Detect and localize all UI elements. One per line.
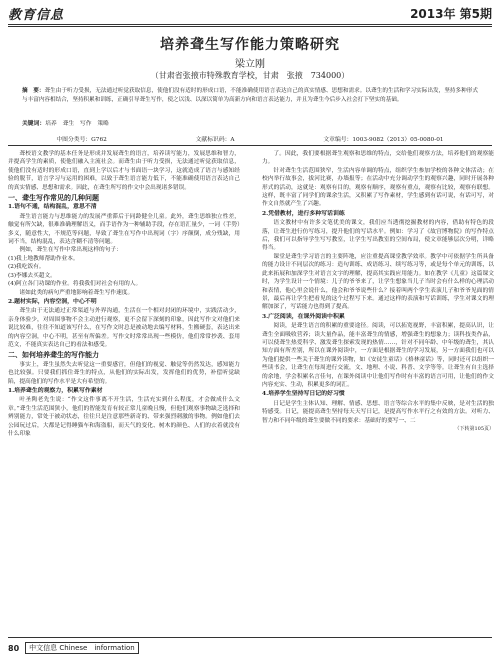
paragraph: 聋校语文教学的基本任务是形成并发展聋生的语言，培养读写能力，发展思维和智力，并提高学生的素质，使他们融入主流社会。而聋生由于听力受损，无法通过听觉获取信息，使他们没有适时的形成口语，直到上学以后才与书面语一块学习，这就造成了语言与感知经验的脱节，语言学习与运用的困难，以致于聋生语言能力低下，不能准确使用语言表达自己的真实情感、思想和需求。因此，在聋生所写的作文中会出现诸多错误。 [8, 151, 240, 191]
paragraph: 聋生语言能力与思维能力的发展严重滞后于同龄健全儿童。此外，聋生思维独立性差，触觉有所欠缺，很难准确理解语义，而手语作为一种辅助手段，存在语汇量少，一词（手势）多义，随意性大，不规范等问题，导致了聋生在写作中出现词（字）序颠倒，成分残缺，用词不当，结构混乱，表达含糊不清等问题。 [8, 213, 240, 246]
author-name: 梁立刚 [235, 59, 265, 70]
section-heading: 2.凭借教材，进行多种写话训练 [262, 209, 345, 217]
classification-line [12, 134, 488, 143]
continued-note: （下转第105页） [454, 426, 494, 432]
journal-name: 教育信息 [8, 7, 65, 23]
article-number: 文章编号：1003-9082（2013）05-0080-01 [323, 137, 444, 143]
body-left-column [8, 150, 240, 438]
header-rule-thin [8, 26, 492, 27]
keywords-text: 培养 聋生 写作 策略 [45, 121, 109, 127]
header-rule [8, 24, 492, 25]
body-rule [8, 145, 492, 146]
section-heading: 二、如何培养聋生的写作能力 [8, 351, 99, 360]
body-right-column [262, 150, 494, 433]
section-heading: 1.语句不通，结构混乱，意思不清 [8, 203, 97, 211]
article-title: 培养聋生写作能力策略研究 [160, 37, 340, 53]
paragraph: 了。因此，我们要根据聋生观察和思维的特点，交给他们观察方法，培养他们的观察能力。 [262, 151, 494, 166]
paragraph: 叶圣陶老先生说：“作文这件事离不开生活，生活充实到什么程度，才会做成什么文章。”聋生生活范围狭小，他们的智能发育有较正常儿童晚且慢，但他们观察事物缺乏选择和辨别能力，常处于被动状态，往往只是注意那些新奇的、带来强烈刺激的事物。例如他们去公园玩过后，大都是记得睡猫车和海盗船，而天气的变化、树木的颜色、人们的衣着就没有什么印象 [8, 397, 240, 437]
author-affiliation: （甘肃省张掖市特殊教育学校，甘肃 张掖 734000） [150, 71, 350, 80]
issue-number: 2013年 第5期 [410, 6, 492, 21]
section-heading: 2.题材实际，内容空洞，中心不明 [8, 297, 97, 305]
paragraph: (1)我上地教师帮助作业本。 [8, 255, 79, 262]
paragraph: 日记是学生主体认知、理解、情感、思想、语言等综合水平的集中反映，是对生活的独特感受。日记，能提高聋生坚持每天天写日记，是提高写作水平行之有效的方法。对听力、智力和不同年级的聋生要做不同的要求：基础好的要写一、二 [262, 400, 494, 424]
paragraph: 事实上，聋生虽然失去听觉这一重要感官，但他们的视觉、触觉等仍然发达，感知能力也比较强。只要我们抓住聋生的特点，从他们的实际出发，发挥他们的优势，补偿听觉缺陷，提高他们的写作水平是大有希望的。 [8, 361, 240, 385]
section-heading: 一、聋生写作常见的几种问题 [8, 194, 99, 203]
clc-number: 中图分类号：G762 [56, 137, 107, 143]
abstract-label: 摘 要： [22, 88, 45, 94]
paragraph: 聋生由于无法通过正常渠道与外界沟通，生活在一个相对封闭的环境中，实践活动少，亲身体验少，对周围事物不会主动进行观察，更不会留下深刻的印象，因此写作文对他们来说比较难，往往不知道该写什么，在写作文时总是被动地去编写材料，生搬硬套，表达出来的内容空洞，中心不明，甚至有所偏差。写作文时常常出现一些模仿，他们常常抄袭、套用范文，不能真实表达自己的看法和感受。 [8, 308, 240, 348]
abstract [22, 87, 478, 104]
paragraph: 针对聋生生活范围狭窄，生活内容单调的特点，组织学生参加学校的各种文体活动；在校内举行故事会，拔河比赛，办墙报等；在活动中充分调动学生的观察兴趣，同时开展各种形式的活动，这就是：观察有目的，观察有顺序，观察有重点，观察有比较，观察有联想。这样，既丰富了同学们的课余生活，又积累了写作素材，学生感到有话可说，有话可写，对作文自然就产生了兴趣。 [262, 167, 494, 208]
paragraph: (2)我吃饭有。 [8, 264, 45, 271]
paragraph: (3)李娜去买超文。 [8, 272, 56, 279]
paragraph: 课堂是聋生学习语言的主要阵地，应注重提高课堂教学效率。教学中可依据学生所具备的能力设计不同层次的练习：造句训练、成语练习、续写练习等，或是每个单元的训练，以此来拓展和加深学生对语言文字的理解，提高其实践应用能力。如在教学《儿童》这篇课文时，为学生设计一个情境：儿子的爷爷来了，让学生想象当儿子当时会有什么样的心理活动和表情，他心里会说什么，他会和爷爷说些什么？接着叫两个学生表演儿子和爷爷见面的情景，最后再让学生把看见的这个过程写下来。通过这样的表演和写话训练，学生对课文的理解加深了，写话能力也得到了提高。 [262, 253, 494, 311]
abstract-text: 聋生由于听力受损，无法通过听觉获取信息，使他们没有适时的形成口语，不能准确使用语言表达自己的真实情感、思想和需求。以聋生的生活和学习实际出发，坚持多种形式与丰富内容相结合，坚持积累和训练，正确引导聋生写作，使之以浅、以深以简单为高新方向和语言表达能力，并且为聋生今后步入社会打下坚实的基础。 [22, 88, 478, 103]
section-heading: 4.培养学生坚持写日记的好习惯 [262, 390, 345, 398]
paragraph: 例如，聋生在写作中常出现这样的句子： [19, 247, 122, 254]
section-heading: 1.培养聋生的观察力，积累写作素材 [8, 386, 103, 394]
paragraph: (4)阿立各门功课的作业。将我我们对社会有用的人。 [8, 281, 142, 288]
keywords [22, 118, 478, 127]
footer-journal: 中文信息 Chinese information [25, 642, 139, 654]
footer-rule [8, 637, 492, 638]
page-number: 80 [8, 643, 20, 653]
running-header [8, 4, 492, 22]
doc-code: 文献标识码：A [195, 137, 235, 143]
section-heading: 3.广泛阅读，在课外阅读中积累 [262, 312, 345, 320]
keywords-label: 关键词： [22, 121, 46, 127]
paragraph: 诸如此类的病句严重地影响着聋生写作速度。 [19, 289, 134, 296]
page-footer [8, 642, 139, 654]
paragraph: 阅读，是聋生语言的积累的重要途径。阅读，可以拓宽视野，丰富积累，提高认识，让聋生全面吸收营养；读大量作品，能丰富聋生的情感，增强聋生的想象力；读科技类作品，可以使聋生热爱科学、激发聋生探索发现的热情……，针对不同年龄、中年级的聋生，其认知方面有所差别，所以在课外阅读中，一方面是根据聋生的学习发展，另一方面我们也可以为他们提供一些关于聋生的课外读物，如《安徒生童话》《格林童话》等，同时还可以组织一些读书会，让聋生在每周进行交流，文、地理、小说、科普、文学等等。让聋生有自主选择的余地，学会积累名言佳句，在课外阅读中让他们写作时有丰富的语言可用，让他们的作文内容充实、生动，积累更多的词汇。 [262, 323, 494, 388]
paragraph: 语文教材中有许多文笔优美的课文，我们应当透彻挖掘教材的内容，借助有特色的段落，让聋生进行仿写练习，提升他们的写话水平。例如：学习了《故宫博物院》的写作特点后，我们可以指导学生写写教室，让学生写出教室的空间布局，使文章能够层次分明，详略得当。 [262, 220, 494, 252]
